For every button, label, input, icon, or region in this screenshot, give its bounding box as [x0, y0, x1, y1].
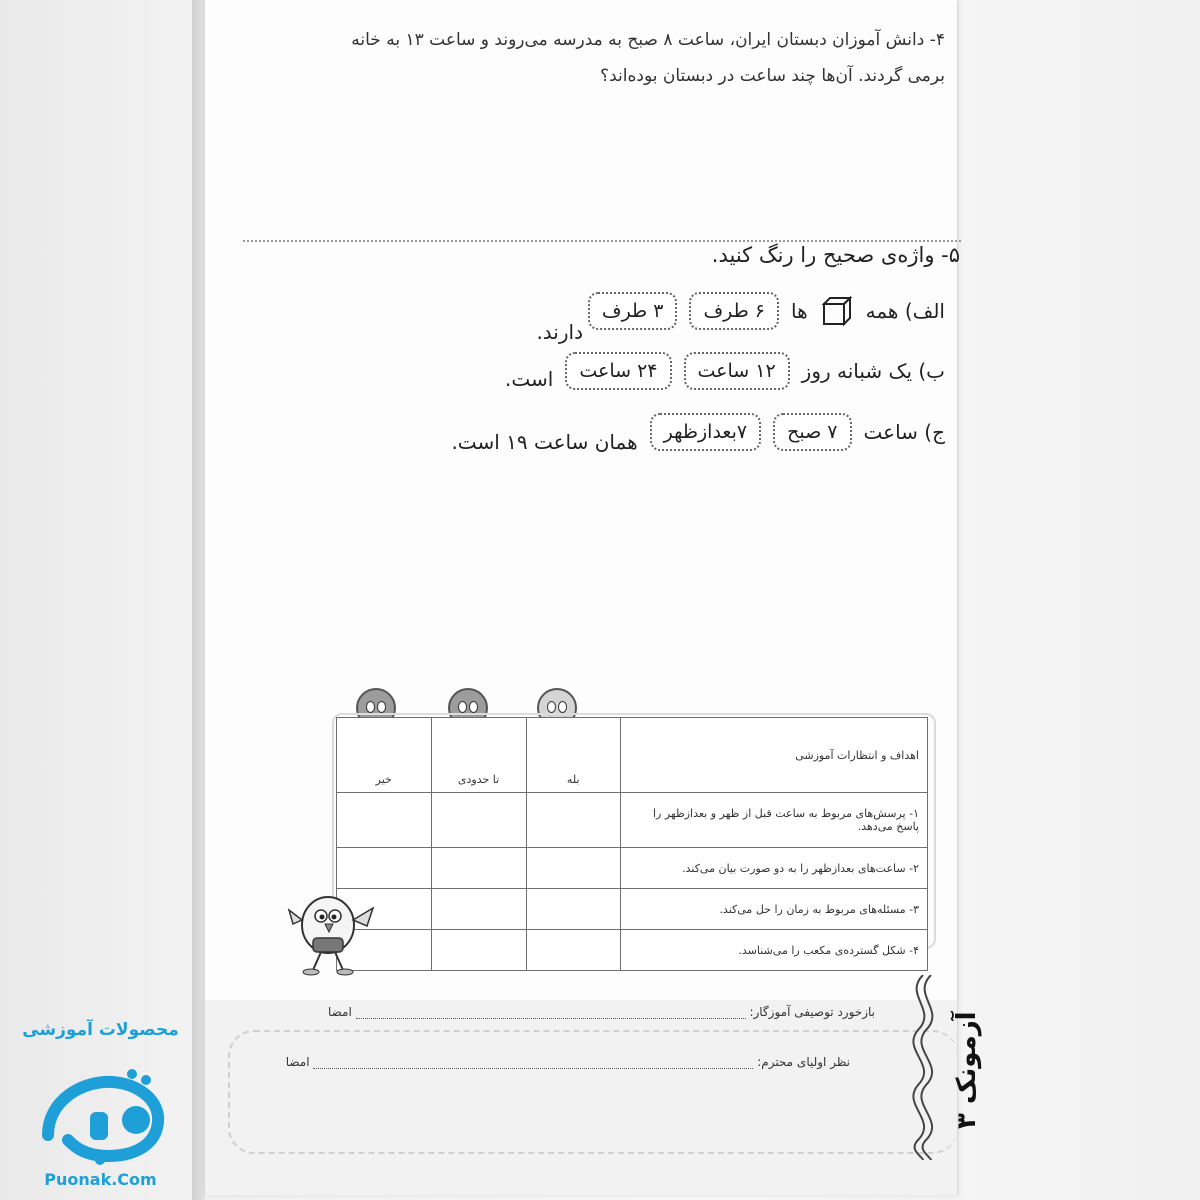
- parent-feedback-field[interactable]: [313, 1068, 753, 1069]
- question-5-part-b: [505, 352, 945, 390]
- part-b-suffix: است.: [505, 367, 554, 391]
- header-somewhat: تا حدودی: [431, 718, 526, 793]
- option-7-pm[interactable]: ۷بعدازظهر: [650, 413, 761, 451]
- part-c-suffix: همان ساعت ۱۹ است.: [451, 430, 638, 454]
- option-12-hours[interactable]: ۱۲ ساعت: [684, 352, 790, 390]
- option-24-hours[interactable]: ۲۴ ساعت: [565, 352, 671, 390]
- part-a-suffix-line: [536, 310, 583, 344]
- question-4: [245, 22, 945, 94]
- table-row: [337, 930, 928, 971]
- wavy-ribbon-icon: [893, 975, 948, 1160]
- part-a-suffix: دارند.: [536, 320, 583, 344]
- header-goals: اهداف و انتظارات آموزشی: [620, 718, 927, 793]
- part-a-prefix: الف) همه: [865, 299, 945, 323]
- option-7-am[interactable]: ۷ صبح: [773, 413, 851, 451]
- teacher-sign-label: امضا: [327, 1005, 352, 1019]
- table-row: [337, 848, 928, 889]
- goal-text: ۴- شکل گسترده‌ی مکعب را می‌شناسد.: [620, 930, 927, 971]
- quiz-side-title: آزمونک ۳: [952, 1011, 982, 1129]
- option-6-sides[interactable]: ۶ طرف: [689, 292, 779, 330]
- somewhat-cell[interactable]: [431, 930, 526, 971]
- part-a-after-icon: ها: [791, 299, 808, 323]
- teacher-feedback-label: بازخورد توصیفی آموزگار:: [749, 1005, 875, 1019]
- parent-feedback-row: [286, 1055, 850, 1069]
- puonak-logo-icon: [28, 1060, 178, 1170]
- teacher-feedback-row: [328, 1005, 875, 1019]
- part-c-prefix: ج) ساعت: [863, 420, 945, 444]
- somewhat-cell[interactable]: [431, 848, 526, 889]
- question-4-line-1: ۴- دانش آموزان دبستان ایران، ساعت ۸ صبح به مدرسه می‌روند و ساعت ۱۳ به خانه: [351, 30, 945, 50]
- section-divider: [243, 240, 961, 242]
- question-4-line-2: برمی گردند. آن‌ها چند ساعت در دبستان بوده‌اند؟: [600, 66, 945, 86]
- cube-icon: [820, 294, 854, 328]
- no-cell[interactable]: [337, 793, 432, 848]
- chick-mascot-icon: [283, 880, 383, 980]
- question-5-part-a: [588, 292, 945, 330]
- question-5-title: ۵- واژه‌ی صحیح را رنگ کنید.: [711, 243, 960, 267]
- somewhat-cell[interactable]: [431, 889, 526, 930]
- yes-cell[interactable]: [526, 889, 620, 930]
- question-5-part-c: [451, 413, 945, 454]
- parent-feedback-label: نظر اولیای محترم:: [757, 1055, 850, 1069]
- goals-table-header: [337, 718, 928, 793]
- table-row: [337, 793, 928, 848]
- parent-sign-label: امضا: [285, 1055, 310, 1069]
- yes-cell[interactable]: [526, 848, 620, 889]
- brand-tagline: محصولات آموزشی: [22, 1020, 179, 1040]
- goal-text: ۲- ساعت‌های بعدازظهر را به دو صورت بیان می‌کند.: [620, 848, 927, 889]
- table-row: [337, 889, 928, 930]
- goals-table: [336, 717, 928, 971]
- feedback-frame: [228, 1030, 958, 1154]
- book-spine: [192, 0, 205, 1200]
- yes-cell[interactable]: [526, 930, 620, 971]
- somewhat-cell[interactable]: [431, 793, 526, 848]
- teacher-feedback-field[interactable]: [356, 1018, 746, 1019]
- part-b-prefix: ب) یک شبانه روز: [801, 359, 945, 383]
- goal-text: ۱- پرسش‌های مربوط به ساعت قبل از ظهر و بعدازظهر را پاسخ می‌دهد.: [620, 793, 927, 848]
- goal-text: ۳- مسئله‌های مربوط به زمان را حل می‌کند.: [620, 889, 927, 930]
- header-no: خیر: [337, 718, 432, 793]
- header-yes: بله: [526, 718, 620, 793]
- brand-url: Puonak.Com: [44, 1170, 157, 1189]
- option-3-sides[interactable]: ۳ طرف: [588, 292, 678, 330]
- yes-cell[interactable]: [526, 793, 620, 848]
